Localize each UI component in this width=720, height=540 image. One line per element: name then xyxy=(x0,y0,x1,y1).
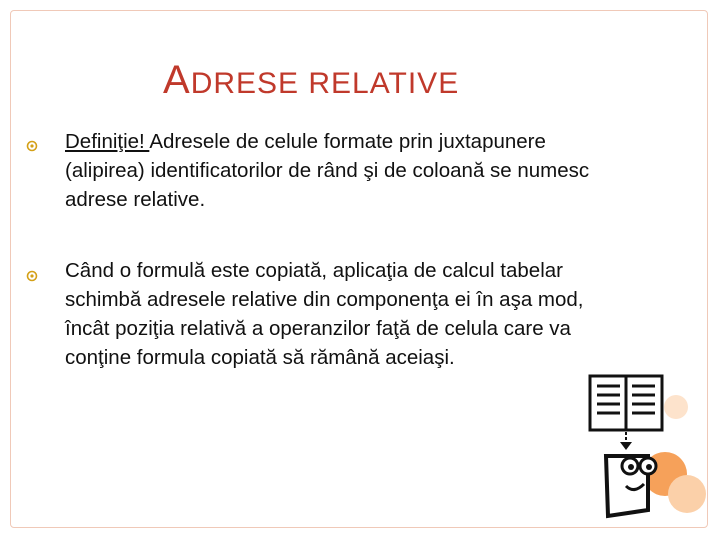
bullet-definition xyxy=(65,127,620,214)
definition-text: Adresele de celule formate prin juxtapunere (alipirea) identificatorilor de rând şi de coloană se numesc adrese relative. xyxy=(65,130,590,211)
title-initial: A xyxy=(163,58,191,102)
sun-bullet-icon xyxy=(26,270,38,282)
bullet-copy-formula xyxy=(65,256,595,372)
definition-lead: Definiţie! xyxy=(65,130,150,153)
slide-title xyxy=(163,58,459,103)
sun-bullet-icon xyxy=(26,140,38,152)
title-rest: DRESE RELATIVE xyxy=(190,67,460,100)
book-reader-clipart-icon xyxy=(578,370,688,520)
copy-formula-text: Când o formulă este copiată, aplicaţia de calcul tabelar schimbă adresele relative din componenţa ei în aşa mod, încât poziţia relativă a operanzilor faţă de celula care va conţine formula copiată să rămână aceiaşi. xyxy=(65,259,584,369)
